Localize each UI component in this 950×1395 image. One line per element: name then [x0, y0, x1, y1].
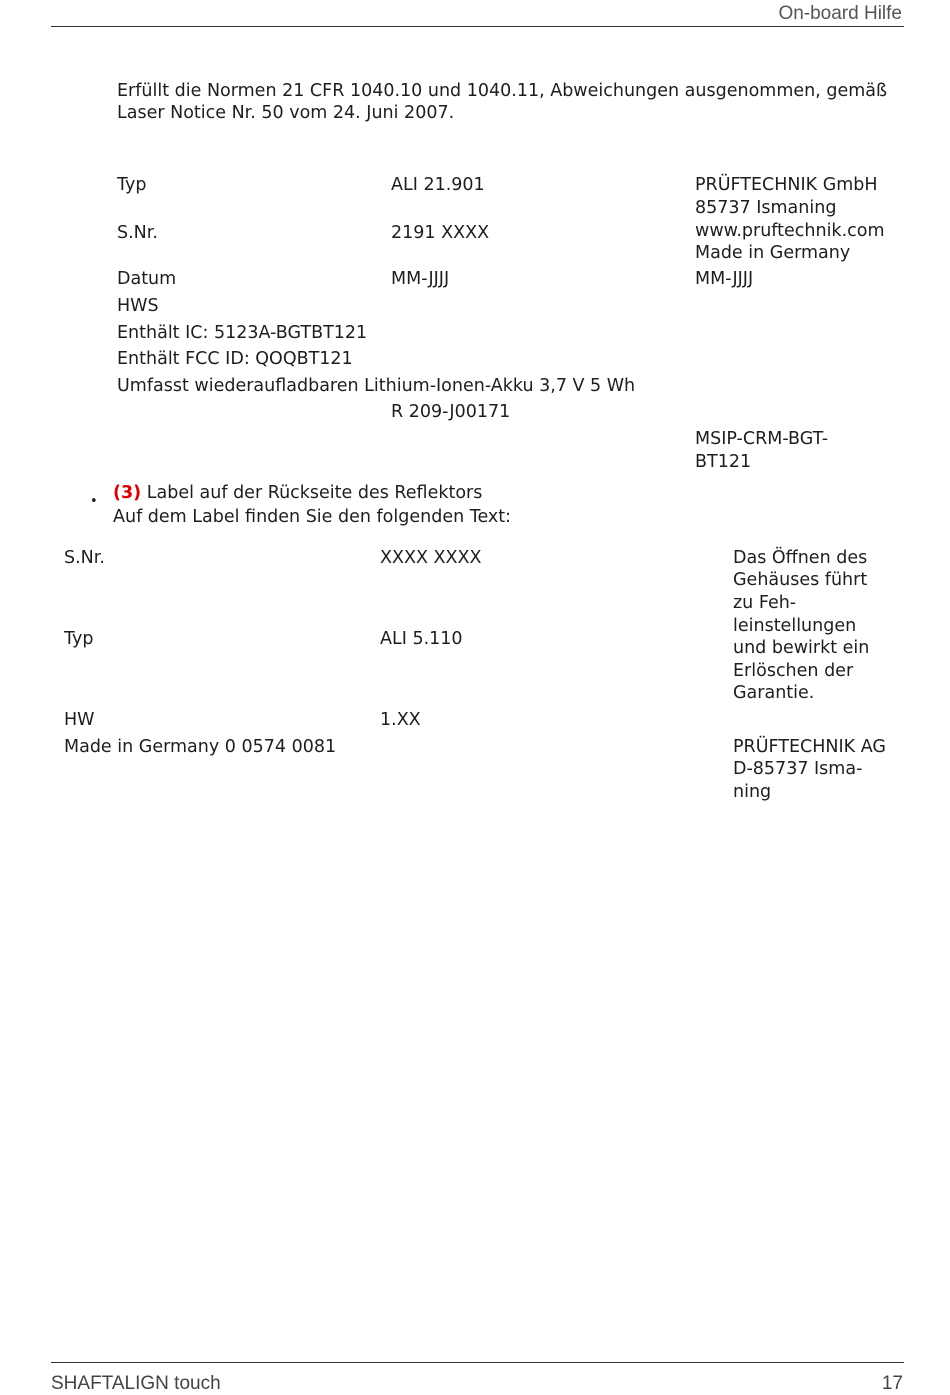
typ-value: ALI 5.110: [380, 629, 463, 649]
msip-line: MSIP-CRM-BGT-: [695, 429, 829, 449]
manufacturer-line: Made in Germany: [695, 243, 851, 263]
fcc-text: Enthält FCC ID: QOQBT121: [117, 349, 353, 369]
typ-value: ALI 21.901: [391, 175, 485, 195]
bullet-title: [113, 482, 482, 505]
warning-line: Garantie.: [733, 683, 815, 703]
bullet-title-text: Label auf der Rückseite des Reflektors: [141, 483, 483, 503]
r-code: R 209-J00171: [391, 402, 511, 422]
hws-label: HWS: [117, 296, 159, 316]
datum-value: MM-JJJJ: [391, 269, 450, 289]
snr-value: XXXX XXXX: [380, 548, 482, 568]
typ-label: Typ: [64, 629, 94, 649]
warning-line: und bewirkt ein: [733, 638, 870, 658]
warning-line: zu Feh-: [733, 593, 797, 613]
footer-product-name: SHAFTALIGN touch: [51, 1373, 221, 1394]
bullet-subtitle: Auf dem Label finden Sie den folgenden Text:: [113, 507, 512, 527]
datum-label: Datum: [117, 269, 177, 289]
header-divider: [51, 26, 904, 27]
page-header-title: On-board Hilfe: [778, 3, 902, 24]
page-number: 17: [881, 1373, 903, 1394]
bullet-number: (3): [113, 483, 142, 503]
snr-label: S.Nr.: [64, 548, 105, 568]
manufacturer-line: www.pruftechnik.com: [695, 221, 885, 241]
warning-line: Gehäuses führt: [733, 570, 868, 590]
warning-line: Das Öffnen des: [733, 548, 868, 568]
hw-label: HW: [64, 710, 95, 730]
manufacturer-line: 85737 Ismaning: [695, 198, 837, 218]
warning-line: leinstellungen: [733, 616, 857, 636]
datum-right-value: MM-JJJJ: [695, 269, 754, 289]
manufacturer-line: PRÜFTECHNIK GmbH: [695, 175, 878, 195]
intro-line-1: Erfüllt die Normen 21 CFR 1040.10 und 1040.11, Abweichungen ausgenommen, gemäß: [117, 81, 888, 101]
warning-line: Erlöschen der: [733, 661, 854, 681]
company-line: D-85737 Isma-: [733, 759, 863, 779]
battery-text: Umfasst wiederaufladbaren Lithium-Ionen-Akku 3,7 V 5 Wh: [117, 376, 636, 396]
msip-line: BT121: [695, 452, 752, 472]
snr-value: 2191 XXXX: [391, 223, 490, 243]
made-in-text: Made in Germany 0 0574 0081: [64, 737, 337, 757]
footer-divider: [51, 1362, 904, 1363]
ic-text: Enthält IC: 5123A-BGTBT121: [117, 323, 368, 343]
company-line: ning: [733, 782, 772, 802]
hw-value: 1.XX: [380, 710, 421, 730]
bullet-icon: •: [90, 494, 98, 509]
typ-label: Typ: [117, 175, 147, 195]
snr-label: S.Nr.: [117, 223, 158, 243]
intro-line-2: Laser Notice Nr. 50 vom 24. Juni 2007.: [117, 103, 455, 123]
company-line: PRÜFTECHNIK AG: [733, 737, 886, 757]
